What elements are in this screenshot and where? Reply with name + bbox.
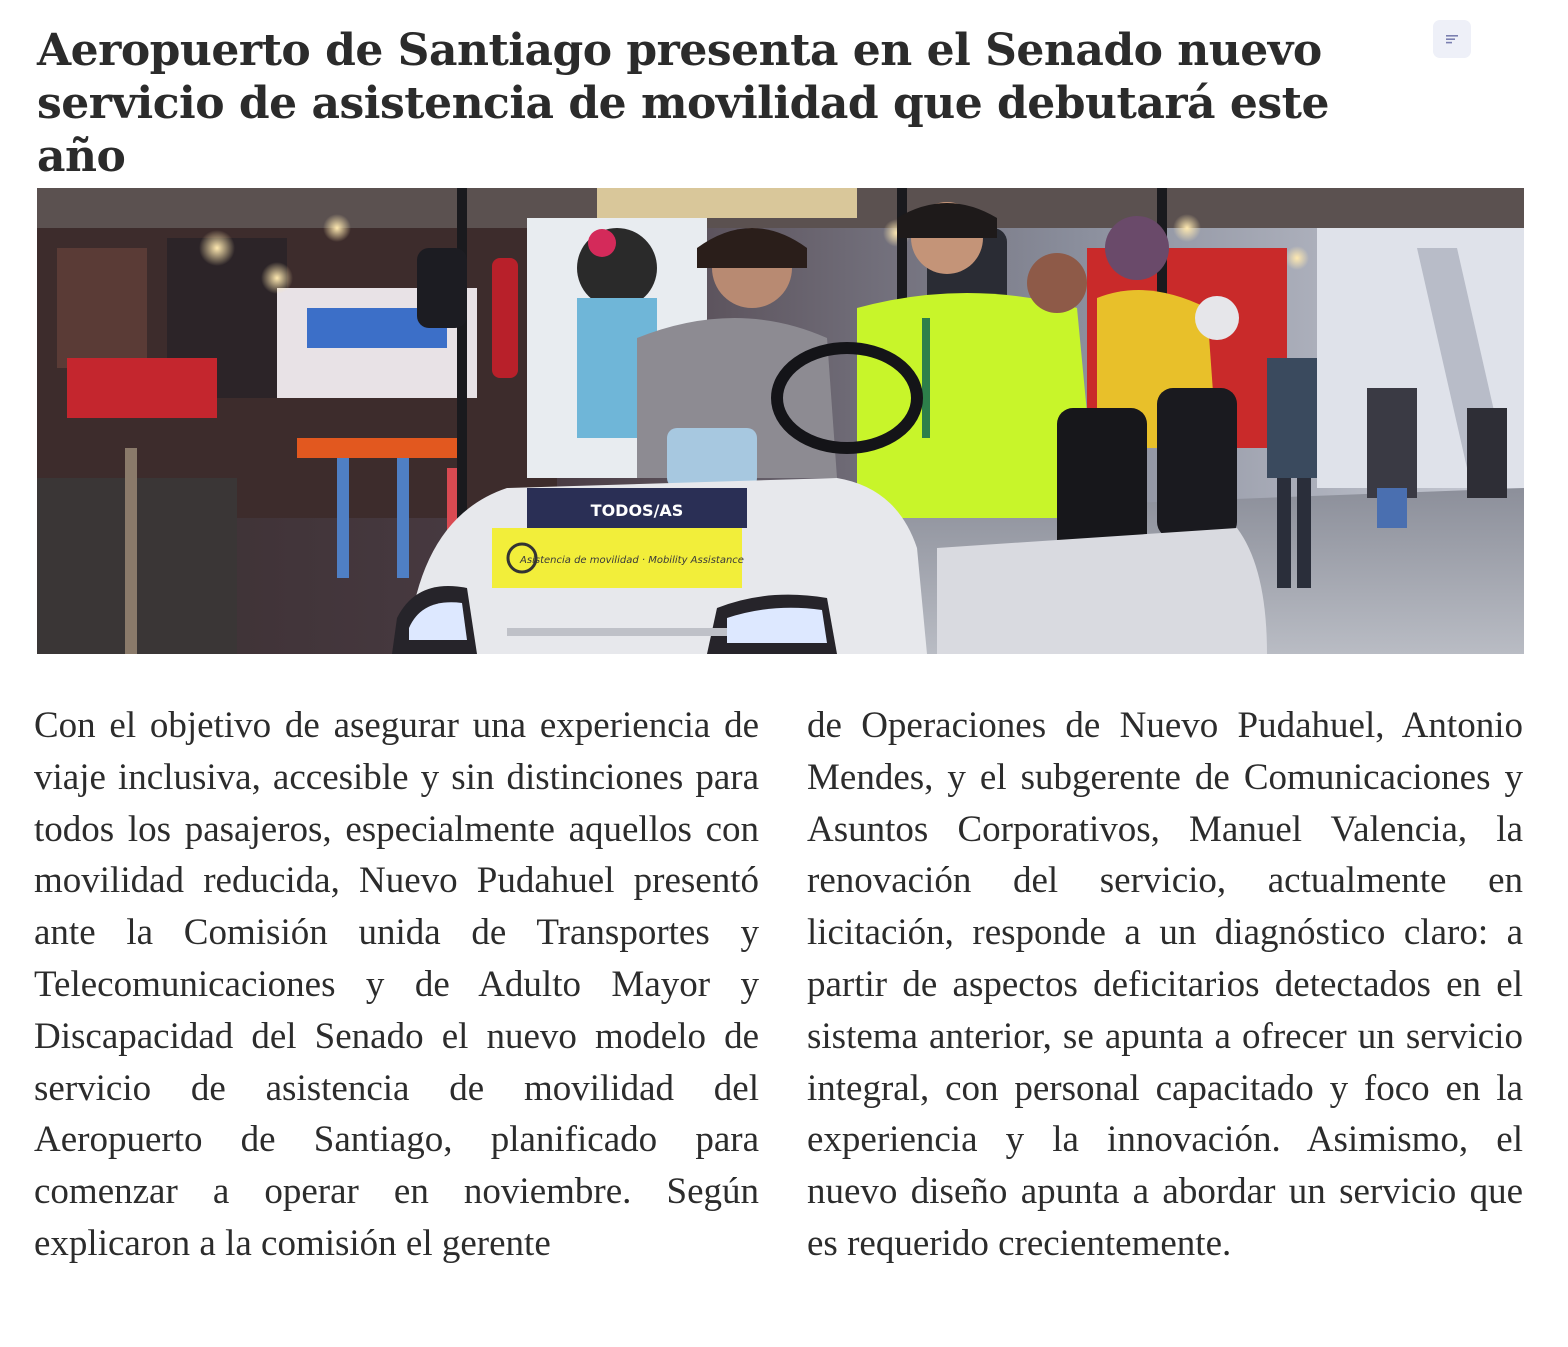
- article-photo: [37, 188, 1524, 654]
- cart-sign-brand: TODOS/AS: [590, 501, 684, 520]
- article-headline: Aeropuerto de Santiago presenta en el Senado nuevo servicio de asistencia de movilidad que debutará este año: [37, 25, 1329, 182]
- list-menu-icon: [1445, 33, 1459, 45]
- cart-sign-caption: Asistencia de movilidad · Mobility Assistance: [520, 555, 744, 566]
- menu-button[interactable]: [1433, 20, 1471, 58]
- article-body-left: Con el objetivo de asegurar una experiencia de viaje inclusiva, accesible y sin distinciones para todos los pasajeros, especialmente aquellos con movilidad reducida, Nuevo Pudahuel presentó ante la Comisión unida de Transportes y Telecomunicaciones y de Adulto Mayor y Discapacidad del Senado el nuevo modelo de servicio de asistencia de movilidad del Aeropuerto de Santiago, planificado para comenzar a operar en noviembre. Según explicaron a la comisión el gerente: [34, 705, 759, 1264]
- article-body-right: de Operaciones de Nuevo Pudahuel, Antonio Mendes, y el subgerente de Comunicaciones y Asuntos Corporativos, Manuel Valencia, la renovación del servicio, actualmente en licitación, responde a un diagnóstico claro: a partir de aspectos deficitarios detectados en el sistema anterior, se apunta a ofrecer un servicio integral, con personal capacitado y foco en la experiencia y la innovación. Asimismo, el nuevo diseño apunta a abordar un servicio que es requerido crecientemente.: [807, 705, 1523, 1264]
